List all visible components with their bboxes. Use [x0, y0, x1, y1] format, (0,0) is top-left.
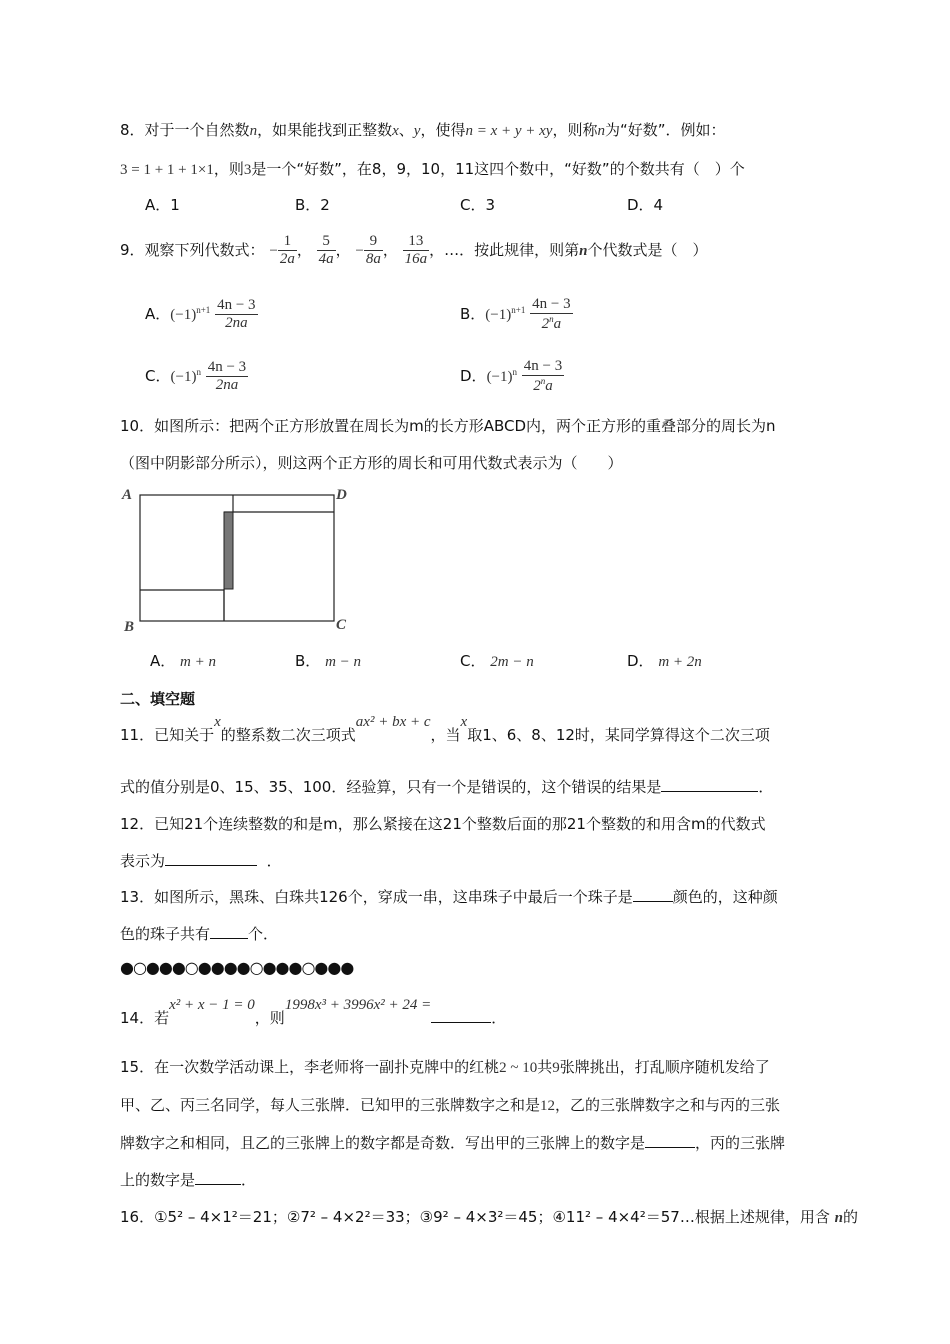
q9-stem: 9．观察下列代数式： − $\frac{1}{2a}$ ， $\frac{5}{4a}$ ， − $\frac{9}{8a}$ ， $\frac{13}{16a}$ ，…．按此规律，则第n个代数式是（ ）: [120, 232, 708, 267]
q8-option-b[interactable]: B．2: [295, 196, 330, 214]
q9-term-1: $\frac{1}{2a}$: [279, 232, 295, 267]
q10-option-c[interactable]: C． 2m − n: [460, 652, 534, 670]
q13-count-blank[interactable]: [210, 924, 248, 939]
q9-term-4: $\frac{13}{16a}$: [404, 232, 428, 267]
q15-bing-blank[interactable]: [195, 1170, 241, 1185]
label-d: D: [336, 487, 347, 503]
shaded-overlap: [224, 512, 233, 589]
q9-option-d[interactable]: D．$(-1)^n$ $\frac{4n - 3}{2^na}$: [460, 357, 563, 394]
q9-option-a[interactable]: A．$(-1)^{n+1}$ $\frac{4n - 3}{2na}$: [145, 296, 256, 331]
q15-line2: 甲、乙、丙三名同学，每人三张牌．已知甲的三张牌数字之和是12，乙的三张牌数字之和与丙的三张: [120, 1096, 781, 1114]
q10-option-b[interactable]: B． m − n: [295, 652, 362, 670]
right-square-edge-top: [233, 495, 334, 512]
q14-line: 14．若x² + x − 1 = 0，则1998x³ + 3996x² + 24 =．: [120, 997, 507, 1027]
q12-line1: 12．已知21个连续整数的和是m，那么紧接在这21个整数后面的那21个整数的和用含m的代数式: [120, 815, 766, 833]
q10-line2: （图中阴影部分所示），则这两个正方形的周长和可用代数式表示为（ ）: [120, 454, 623, 472]
q12-line2: 表示为 ．: [120, 852, 282, 870]
label-c: C: [336, 617, 347, 633]
q8-option-a[interactable]: A．1: [145, 196, 180, 214]
rectangle-abcd: [140, 495, 334, 621]
q14-answer-blank[interactable]: [431, 1008, 491, 1023]
q12-answer-blank[interactable]: [165, 851, 257, 866]
left-square-edge: [140, 590, 224, 621]
q15-line3: 牌数字之和相同，且乙的三张牌上的数字都是奇数．写出甲的三张牌上的数字是 ，丙的三张牌: [120, 1134, 786, 1152]
q9-term-3: $\frac{9}{8a}$: [365, 232, 381, 267]
q16-line1: 16．①5² – 4×1²＝21；②7² – 4×2²＝33；③9² – 4×3²＝45；④11² – 4×4²＝57…根据上述规律，用含 n的: [120, 1208, 858, 1226]
q11-line2: 式的值分别是0、15、35、100．经验算，只有一个是错误的，这个错误的结果是 ．: [120, 778, 774, 796]
section-title-fill-in: 二、填空题: [120, 690, 196, 708]
q13-color-blank[interactable]: [633, 887, 673, 902]
q10-option-a[interactable]: A． m + n: [150, 652, 217, 670]
q10-option-d[interactable]: D． m + 2n: [627, 652, 702, 670]
q15-line1: 15．在一次数学活动课上，李老师将一副扑克牌中的红桃2 ~ 10共9张牌挑出，打乱顺序随机发给了: [120, 1058, 770, 1076]
q10-figure: [118, 484, 358, 634]
q8-option-d[interactable]: D．4: [627, 196, 664, 214]
label-b: B: [124, 619, 135, 634]
q9-option-c[interactable]: C．$(-1)^n$ $\frac{4n - 3}{2na}$: [145, 358, 247, 393]
q15-line4: 上的数字是 ．: [120, 1171, 257, 1189]
q8-line1: 8．对于一个自然数n，如果能找到正整数x、y，使得n = x + y + xy，则称n为“好数”．例如：: [120, 121, 726, 139]
label-a: A: [122, 487, 133, 503]
q9-option-b[interactable]: B．$(-1)^{n+1}$ $\frac{4n - 3}{2^na}$: [460, 295, 571, 332]
q13-bead-string: ●○●●●○●●●●○●●●○●●●: [120, 958, 354, 977]
q8-option-c[interactable]: C．3: [460, 196, 496, 214]
q15-jia-blank[interactable]: [645, 1133, 695, 1148]
q13-line2: 色的珠子共有 个．: [120, 925, 279, 943]
q8-line2: 3 = 1 + 1 + 1×1，则3是一个“好数”，在8，9，10，11这四个数中，“好数”的个数共有（ ）个: [120, 160, 745, 178]
q9-term-2: $\frac{5}{4a}$: [318, 232, 334, 267]
q11-line1: 11．已知关于x的整系数二次三项式ax² + bx + c，当x取1、6、8、12时，某同学算得这个二次三项: [120, 714, 770, 744]
q10-line1: 10．如图所示：把两个正方形放置在周长为m的长方形ABCD内，两个正方形的重叠部分的周长为n: [120, 417, 776, 435]
q11-answer-blank[interactable]: [661, 777, 758, 792]
q13-line1: 13．如图所示，黑珠、白珠共126个，穿成一串，这串珠子中最后一个珠子是 颜色的，这种颜: [120, 888, 778, 906]
